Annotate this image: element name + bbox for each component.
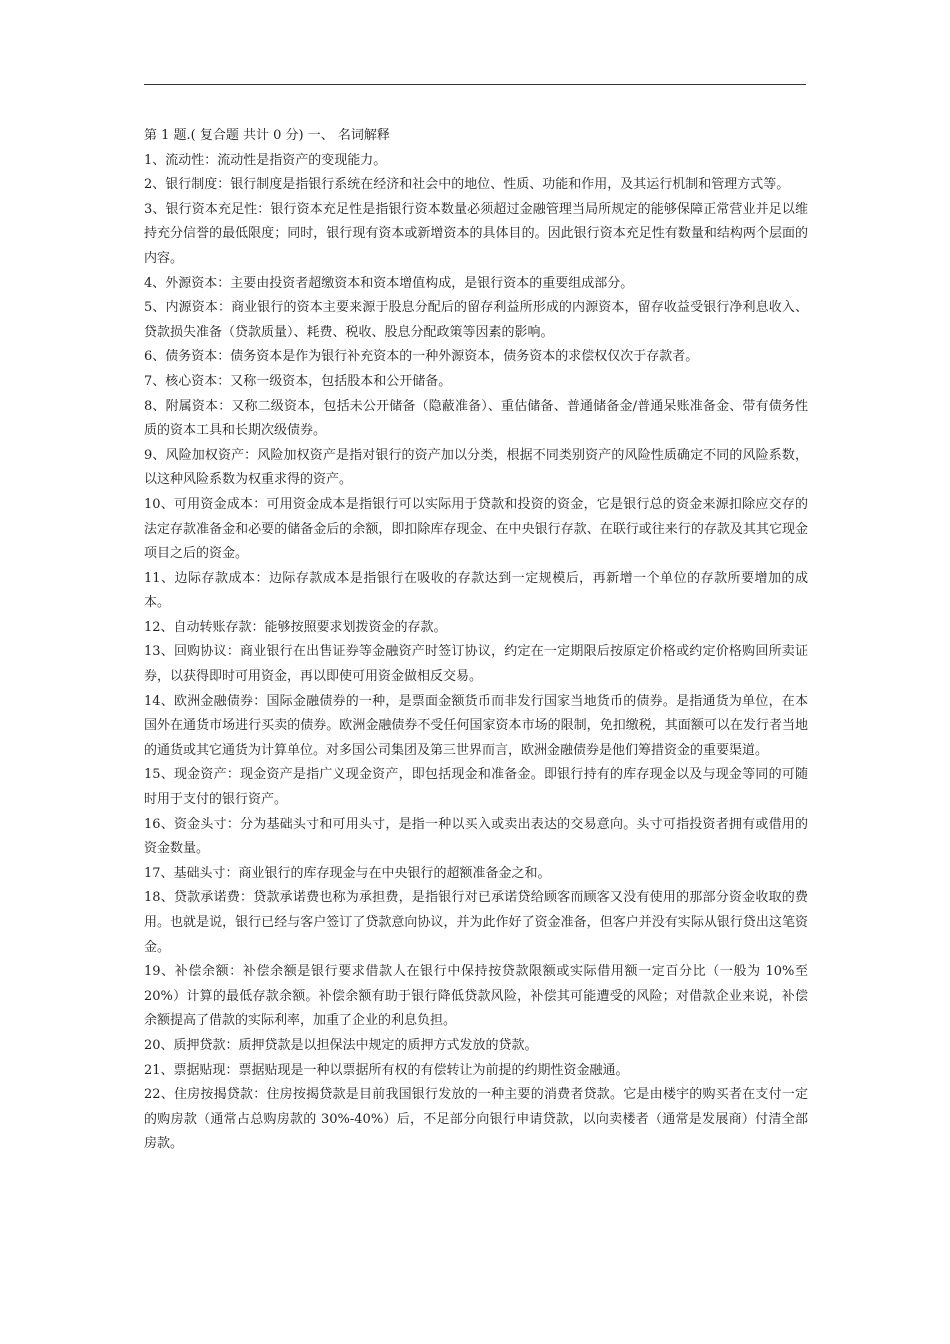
term-entry-9: 9、风险加权资产：风险加权资产是指对银行的资产加以分类，根据不同类别资产的风险性质确定不同的风险系数，以这种风险系数为权重求得的资产。 [144, 447, 808, 488]
term-entry-6: 6、债务资本：债务资本是作为银行补充资本的一种外源资本，债务资本的求偿权仅次于存款者。 [144, 349, 699, 365]
term-entry-4: 4、外源资本：主要由投资者超缴资本和资本增值构成，是银行资本的重要组成部分。 [144, 275, 634, 291]
term-entry-8: 8、附属资本：又称二级资本，包括未公开储备（隐蔽准备）、重估储备、普通储备金/普通呆账准备金、带有债务性质的资本工具和长期次级债券。 [144, 398, 808, 439]
term-entry-19: 19、补偿余额：补偿余额是银行要求借款人在银行中保持按贷款限额或实际借用额一定百分比（一般为 10%至 20%）计算的最低存款余额。补偿余额有助于银行降低贷款风险，补偿其可能遭受的风险；对借款企业来说，补偿余额提高了借款的实际利率，加重了企业的利息负担。 [144, 964, 808, 1029]
question-heading: 第 1 题.( 复合题 共计 0 分) 一、 名词解释 [144, 128, 390, 143]
term-entry-7: 7、核心资本：又称一级资本，包括股本和公开储备。 [144, 373, 452, 389]
term-entry-16: 16、资金头寸：分为基础头寸和可用头寸，是指一种以买入或卖出表达的交易意向。头寸可指投资者拥有或借用的资金数量。 [144, 816, 808, 857]
term-entry-11: 11、边际存款成本：边际存款成本是指银行在吸收的存款达到一定规模后，再新增一个单位的存款所要增加的成本。 [144, 570, 808, 611]
term-entry-18: 18、贷款承诺费：贷款承诺费也称为承担费，是指银行对已承诺贷给顾客而顾客又没有使用的那部分资金收取的费用。也就是说，银行已经与客户签订了贷款意向协议，并为此作好了资金准备，但客户并没有实际从银行贷出这笔资金。 [144, 890, 808, 955]
term-entry-12: 12、自动转账存款：能够按照要求划拨资金的存款。 [144, 619, 447, 635]
term-entry-10: 10、可用资金成本：可用资金成本是指银行可以实际用于贷款和投资的资金，它是银行总的资金来源扣除应交存的法定存款准备金和必要的储备金后的余额，即扣除库存现金、在中央银行存款、在联行或往来行的存款及其其它现金项目之后的资金。 [144, 496, 808, 562]
header-rule [144, 84, 806, 85]
term-entry-2: 2、银行制度：银行制度是指银行系统在经济和社会中的地位、性质、功能和作用，及其运行机制和管理方式等。 [144, 177, 790, 193]
term-entry-15: 15、现金资产：现金资产是指广义现金资产，即包括现金和准备金。即银行持有的库存现金以及与现金等同的可随时用于支付的银行资产。 [144, 767, 808, 808]
term-entry-3: 3、银行资本充足性：银行资本充足性是指银行资本数量必须超过金融管理当局所规定的能够保障正常营业并足以维持充分信誉的最低限度；同时，银行现有资本或新增资本的具体目的。因此银行资本充足性有数量和结构两个层面的内容。 [144, 201, 808, 266]
term-entry-1: 1、流动性：流动性是指资产的变现能力。 [144, 152, 387, 168]
term-entry-20: 20、质押贷款：质押贷款是以担保法中规定的质押方式发放的贷款。 [144, 1037, 538, 1053]
term-entry-21: 21、票据贴现：票据贴现是一种以票据所有权的有偿转让为前提的约期性资金融通。 [144, 1062, 629, 1078]
term-entry-5: 5、内源资本：商业银行的资本主要来源于股息分配后的留存利益所形成的内源资本，留存收益受银行净利息收入、贷款损失准备（贷款质量）、耗费、税收、股息分配政策等因素的影响。 [144, 300, 808, 340]
term-entry-17: 17、基础头寸：商业银行的库存现金与在中央银行的超额准备金之和。 [144, 865, 551, 881]
document-body [144, 124, 808, 1157]
term-entry-22: 22、住房按揭贷款：住房按揭贷款是目前我国银行发放的一种主要的消费者贷款。它是由楼宇的购买者在支付一定的购房款（通常占总购房款的 30%-40%）后，不足部分向银行申请贷款，以向卖楼者（通常是发展商）付清全部房款。 [144, 1087, 808, 1152]
term-entry-14: 14、欧洲金融债券：国际金融债券的一种，是票面金额货币而非发行国家当地货币的债券。是指通货为单位，在本国外在通货市场进行买卖的债券。欧洲金融债券不受任何国家资本市场的限制，免扣缴税，其面额可以在发行者当地的通货或其它通货为计算单位。对多国公司集团及第三世界而言，欧洲金融债券是他们筹措资金的重要渠道。 [144, 693, 808, 758]
term-entry-13: 13、回购协议：商业银行在出售证券等金融资产时签订协议，约定在一定期限后按原定价格或约定价格购回所卖证券，以获得即时可用资金，再以即使可用资金做相反交易。 [144, 644, 808, 685]
